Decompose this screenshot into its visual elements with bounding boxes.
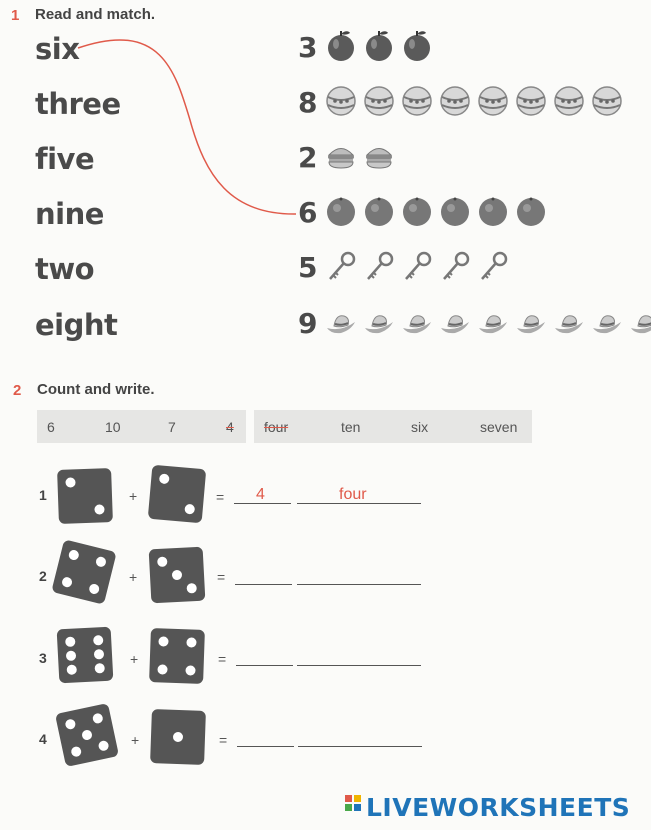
plus-sign: + [130,651,139,667]
bank-digit-7: 7 [168,419,176,435]
ball-icon [552,84,586,118]
die-pip [94,649,105,660]
die-3b [149,628,205,684]
plus-sign: + [131,732,140,748]
orange-icon [362,194,396,228]
die-pip [185,665,195,675]
ball-icon [324,84,358,118]
key-icon [438,250,472,284]
picture-row-hamburgers [324,139,400,173]
die-pip [157,556,168,567]
number-word-bank [254,410,532,443]
die-pip [70,746,82,758]
die-pip [93,635,104,646]
die-pip [172,570,183,581]
bank-word-four: four [264,419,289,435]
question-1-label: 1 [39,487,47,503]
exercise-2-title: Count and write. [37,381,155,398]
die-pip [158,636,168,646]
number-5[interactable]: 5 [298,251,318,284]
answer-number-line [237,746,294,747]
ball-icon [514,84,548,118]
key-icon [324,250,358,284]
answer-word-line [297,665,421,666]
die-pip [184,504,195,515]
number-8[interactable]: 8 [298,86,318,119]
equals-sign: = [216,489,225,505]
number-2[interactable]: 2 [298,141,318,174]
die-pip [61,576,73,588]
key-icon [400,250,434,284]
hat-icon [476,306,510,340]
die-pip [94,504,104,514]
die-pip [65,636,76,647]
exercise-2-number: 2 [13,382,22,399]
liveworksheets-logo-text: LIVEWORKSHEETS [366,793,631,822]
die-pip [98,740,110,752]
die-pip [66,664,77,675]
equals-sign: = [219,732,228,748]
orange-icon [400,194,434,228]
hamburger-icon [362,139,396,173]
word-five[interactable]: five [35,142,95,176]
hat-icon [438,306,472,340]
die-pip [94,663,105,674]
answer-word-input[interactable]: four [339,486,367,503]
number-6[interactable]: 6 [298,196,318,229]
bank-digit-6: 6 [47,419,55,435]
die-4a [55,703,119,767]
answer-number-line [236,665,293,666]
picture-row-apples [324,28,438,62]
die-pip [64,718,76,730]
hat-icon [324,306,358,340]
exercise-1-number: 1 [11,7,20,24]
plus-sign: + [129,569,138,585]
die-1a [57,468,113,524]
ball-icon [590,84,624,118]
die-pip [66,650,77,661]
die-pip [186,583,197,594]
question-2-label: 2 [39,568,47,584]
orange-icon [476,194,510,228]
hat-icon [590,306,624,340]
word-nine[interactable]: nine [35,197,104,231]
digit-word-bank [37,410,246,443]
word-two[interactable]: two [35,252,95,286]
apple-icon [362,28,396,62]
ball-icon [400,84,434,118]
number-9[interactable]: 9 [298,307,318,340]
question-4-label: 4 [39,731,47,747]
apple-icon [400,28,434,62]
picture-row-hats [324,306,651,340]
orange-icon [438,194,472,228]
answer-number-input[interactable]: 4 [256,486,265,503]
ball-icon [476,84,510,118]
bank-word-seven: seven [480,419,518,435]
die-2a [51,539,116,604]
answer-word-line [297,584,421,585]
picture-row-keys [324,250,514,284]
number-3[interactable]: 3 [298,31,318,64]
bank-digit-10: 10 [105,419,121,435]
die-pip [65,477,75,487]
word-six[interactable]: six [35,32,80,66]
key-icon [476,250,510,284]
liveworksheets-logo-icon [345,795,363,819]
die-pip [68,549,80,561]
hamburger-icon [324,139,358,173]
bank-word-six: six [411,419,429,435]
die-pip [186,637,196,647]
word-three[interactable]: three [35,87,121,121]
ball-icon [362,84,396,118]
hat-icon [628,306,651,340]
bank-digit-4: 4 [226,419,234,435]
die-pip [173,732,183,742]
die-pip [81,729,93,741]
die-pip [157,664,167,674]
die-pip [88,583,100,595]
die-3a [57,627,114,684]
picture-row-oranges [324,194,552,228]
word-eight[interactable]: eight [35,308,118,342]
orange-icon [324,194,358,228]
question-3-label: 3 [39,650,47,666]
die-pip [95,556,107,568]
answer-number-line [235,584,292,585]
ball-icon [438,84,472,118]
plus-sign: + [129,488,138,504]
die-pip [159,473,170,484]
die-4b [150,709,206,765]
die-1b [148,465,207,524]
liveworksheets-logo[interactable] [345,793,630,822]
orange-icon [514,194,548,228]
die-2b [149,547,206,604]
picture-row-balls [324,84,628,118]
hat-icon [552,306,586,340]
hat-icon [362,306,396,340]
equals-sign: = [217,569,226,585]
equals-sign: = [218,651,227,667]
bank-word-ten: ten [341,419,361,435]
apple-icon [324,28,358,62]
die-pip [92,712,104,724]
exercise-1-title: Read and match. [35,6,156,23]
hat-icon [514,306,548,340]
hat-icon [400,306,434,340]
answer-word-line [298,746,422,747]
key-icon [362,250,396,284]
